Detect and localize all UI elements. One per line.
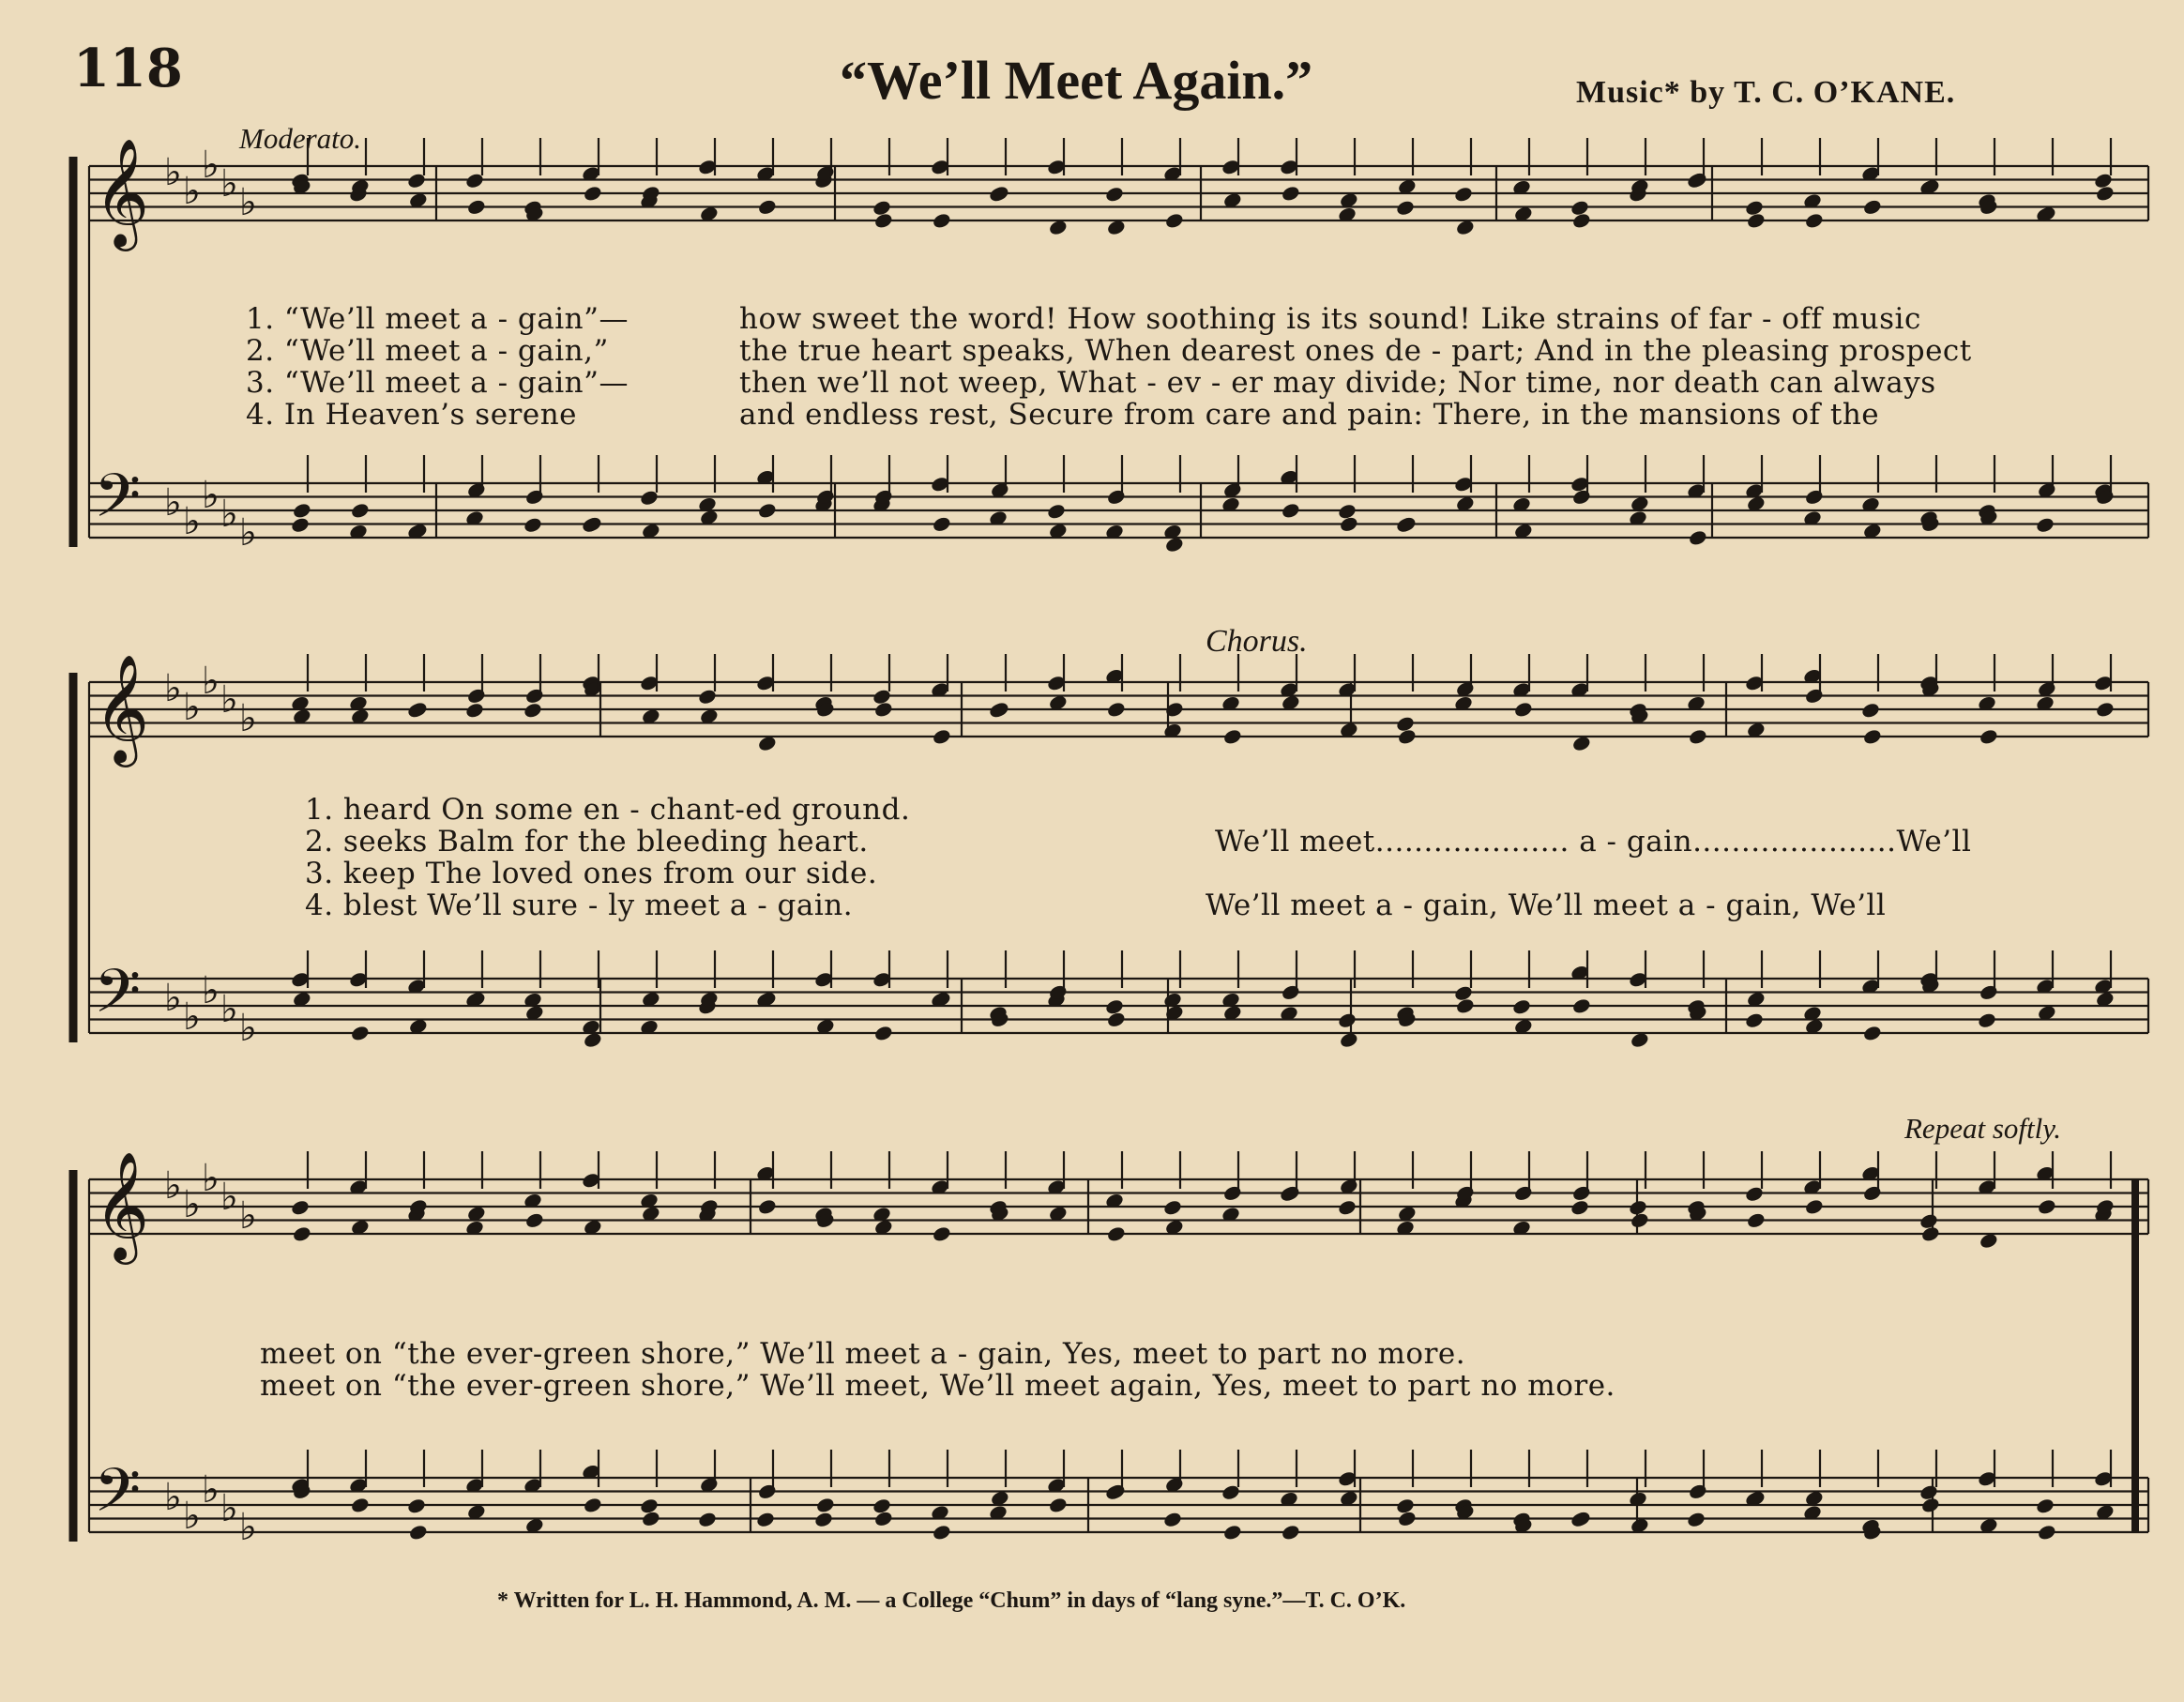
note-head	[1688, 728, 1708, 746]
chorus-line-3: meet on “the ever-green shore,” We’ll meet a - gain, Yes, meet to part no more.	[260, 1337, 1466, 1371]
note-head	[1746, 1211, 1767, 1229]
note-head	[697, 1511, 718, 1528]
flat-icon: ♭	[239, 1506, 257, 1549]
note-head	[292, 1225, 312, 1243]
note-head	[1455, 997, 1476, 1015]
note-head	[1162, 1199, 1183, 1217]
bass-clef-icon: 𝄢	[94, 1456, 142, 1541]
note-head	[524, 1211, 545, 1229]
flat-icon: ♭	[239, 1007, 257, 1050]
note-head	[932, 515, 952, 533]
bass-clef-icon: 𝄢	[94, 957, 142, 1041]
note-head	[1281, 983, 1301, 1001]
note-head	[1977, 1011, 1997, 1029]
note-head	[1511, 998, 1532, 1016]
verse-3-ending: 3. keep The loved ones from our side.	[305, 857, 878, 890]
note-head	[872, 1497, 892, 1515]
note-head	[1397, 1510, 1418, 1527]
chorus-line-2: We’ll meet a - gain, We’ll meet a - gain, We’ll	[1206, 889, 1887, 922]
note-head	[932, 212, 952, 230]
note-head	[757, 1198, 778, 1216]
note-head	[1919, 1212, 1939, 1230]
note-head	[639, 1497, 660, 1515]
note-head	[757, 1482, 778, 1500]
note-head	[1571, 212, 1592, 230]
note-head	[932, 1225, 952, 1243]
note-head	[1862, 198, 1883, 216]
verse-4-ending: 4. blest We’ll sure - ly meet a - gain.	[305, 889, 854, 922]
note-head	[873, 212, 894, 230]
flat-icon: ♭	[239, 1194, 257, 1238]
flat-icon: ♭	[164, 977, 182, 1020]
note-head	[524, 687, 545, 705]
note-head	[523, 516, 543, 534]
note-head	[1860, 702, 1881, 720]
note-head	[873, 701, 894, 719]
note-head	[466, 687, 487, 705]
note-head	[1862, 728, 1883, 746]
note-head	[1570, 1199, 1590, 1217]
note-head	[350, 502, 371, 520]
verse-1-ending: 1. heard On some en - chant-ed ground.	[305, 793, 911, 827]
note-head	[1804, 687, 1825, 705]
note-head	[1979, 983, 1999, 1001]
note-head	[1453, 186, 1474, 204]
flat-icon: ♭	[220, 1176, 238, 1219]
note-head	[873, 1025, 894, 1042]
note-head	[1570, 199, 1590, 217]
flat-icon: ♭	[220, 493, 238, 536]
note-head	[350, 1025, 371, 1042]
note-head	[406, 1497, 427, 1515]
note-head	[1395, 1497, 1416, 1515]
note-head	[1688, 529, 1708, 547]
note-head	[1339, 515, 1359, 533]
note-head	[1395, 715, 1416, 733]
note-head	[1281, 185, 1301, 203]
flat-icon: ♭	[183, 1183, 201, 1226]
note-head	[1222, 728, 1243, 746]
note-head	[1746, 212, 1767, 230]
note-head	[1281, 1524, 1301, 1542]
bass-clef-icon: 𝄢	[94, 462, 142, 546]
verse-4-line-end: and endless rest, Secure from care and pain: There, in the mansions of the	[739, 398, 1880, 432]
treble-clef-icon: 𝄞	[94, 1150, 150, 1260]
note-head	[1686, 1511, 1706, 1528]
note-head	[2095, 701, 2116, 719]
flat-icon: ♭	[164, 481, 182, 524]
note-head	[1046, 503, 1067, 521]
note-head	[1337, 1199, 1357, 1217]
note-head	[1222, 1184, 1243, 1202]
note-head	[1397, 728, 1418, 746]
note-head	[2035, 1497, 2055, 1515]
note-head	[872, 199, 892, 217]
flat-icon: ♭	[202, 144, 220, 187]
chorus-line-4: meet on “the ever-green shore,” We’ll meet, We’ll meet again, Yes, meet to part no more.	[260, 1369, 1615, 1403]
note-head	[1571, 1184, 1592, 1202]
note-head	[1804, 1198, 1825, 1216]
note-head	[583, 1497, 603, 1514]
flat-icon: ♭	[220, 1487, 238, 1530]
flat-icon: ♭	[183, 500, 201, 543]
verse-3-line-end: then we’ll not weep, What - ev - er may divide; Nor time, nor death can always	[739, 366, 1936, 400]
note-head	[1804, 488, 1825, 506]
page-number: 118	[73, 38, 183, 99]
note-head	[1104, 186, 1125, 204]
verse-3-line-start: 3. “We’ll meet a - gain”—	[246, 366, 629, 400]
flat-icon: ♭	[220, 162, 238, 205]
chorus-label: Chorus.	[1206, 624, 1308, 659]
note-head	[1571, 488, 1592, 506]
note-head	[757, 502, 778, 520]
flat-icon: ♭	[202, 1157, 220, 1200]
flat-icon: ♭	[239, 511, 257, 555]
flat-icon: ♭	[202, 1468, 220, 1512]
note-head	[1281, 502, 1301, 520]
note-head	[641, 1510, 661, 1527]
flat-icon: ♭	[164, 1164, 182, 1208]
note-head	[2035, 516, 2055, 534]
note-head	[290, 1199, 311, 1217]
flat-icon: ♭	[183, 170, 201, 213]
note-head	[1862, 1184, 1883, 1202]
note-head	[1106, 1225, 1127, 1243]
note-head	[1744, 1011, 1765, 1029]
note-head	[292, 502, 312, 520]
flat-icon: ♭	[202, 660, 220, 703]
note-head	[290, 516, 311, 534]
verse-2-ending: 2. seeks Balm for the bleeding heart.	[305, 825, 869, 859]
note-head	[1920, 1225, 1941, 1243]
note-head	[815, 1497, 836, 1514]
note-head	[932, 728, 952, 746]
note-head	[1048, 1497, 1069, 1514]
flat-icon: ♭	[183, 1495, 201, 1538]
composer-credit: Music* by T. C. O’KANE.	[1576, 75, 1956, 110]
note-head	[466, 198, 487, 216]
note-head	[1104, 998, 1125, 1016]
note-head	[2037, 1524, 2057, 1542]
note-head	[1630, 1211, 1650, 1229]
verse-1-line-end: how sweet the word! How soothing is its sound! Like strains of far - off music	[739, 302, 1921, 336]
note-head	[350, 1497, 371, 1514]
note-head	[757, 198, 778, 216]
flat-icon: ♭	[183, 686, 201, 729]
note-head	[1804, 212, 1825, 230]
note-head	[1106, 1011, 1127, 1028]
song-title: “We’ll Meet Again.”	[840, 50, 1313, 111]
note-head	[873, 1510, 894, 1527]
note-head	[1744, 199, 1765, 217]
treble-clef-icon: 𝄞	[94, 137, 150, 247]
note-head	[1337, 503, 1357, 521]
verse-4-line-start: 4. In Heaven’s serene	[246, 398, 578, 432]
note-head	[1337, 1011, 1357, 1029]
note-head	[524, 488, 545, 506]
note-head	[2095, 185, 2116, 203]
note-head	[1106, 701, 1127, 719]
flat-icon: ♭	[239, 697, 257, 740]
tempo-marking: Moderato.	[239, 122, 362, 155]
verse-1-line-start: 1. “We’ll meet a - gain”—	[246, 302, 629, 336]
flat-icon: ♭	[220, 988, 238, 1031]
footnote: * Written for L. H. Hammond, A. M. — a College “Chum” in days of “lang syne.”—T. C. O’K.	[497, 1588, 1406, 1613]
note-head	[932, 1524, 952, 1542]
flat-icon: ♭	[220, 678, 238, 722]
note-head	[1162, 1511, 1183, 1528]
flat-icon: ♭	[164, 151, 182, 194]
final-barline	[2131, 1179, 2139, 1532]
note-head	[2037, 1198, 2057, 1216]
note-head	[813, 1511, 834, 1528]
note-head	[1106, 488, 1127, 506]
note-head	[408, 1524, 429, 1542]
flat-icon: ♭	[183, 995, 201, 1039]
flat-icon: ♭	[164, 1476, 182, 1519]
note-head	[1164, 212, 1185, 230]
note-head	[1513, 701, 1534, 719]
treble-clef-icon: 𝄞	[94, 653, 150, 763]
note-head	[583, 185, 603, 203]
verse-2-line-start: 2. “We’ll meet a - gain,”	[246, 334, 609, 368]
flat-icon: ♭	[202, 969, 220, 1012]
note-head	[1628, 1199, 1648, 1217]
note-head	[1222, 1524, 1243, 1542]
flat-icon: ♭	[202, 474, 220, 517]
note-head	[1688, 1482, 1708, 1500]
flat-icon: ♭	[164, 667, 182, 710]
note-head	[464, 702, 485, 720]
note-head	[523, 702, 543, 720]
note-head	[1979, 728, 1999, 746]
note-head	[1513, 1184, 1534, 1202]
note-head	[1571, 997, 1592, 1015]
note-head	[755, 1511, 776, 1528]
note-head	[1920, 1497, 1941, 1514]
note-head	[1862, 1025, 1883, 1042]
flat-icon: ♭	[239, 181, 257, 224]
chorus-line-1: We’ll meet.................... a - gain.....................We’ll	[1215, 825, 1972, 859]
verse-2-line-end: the true heart speaks, When dearest ones de - part; And in the pleasing prospect	[739, 334, 1972, 368]
repeat-softly-label: Repeat softly.	[1904, 1112, 2062, 1145]
note-head	[1395, 199, 1416, 217]
